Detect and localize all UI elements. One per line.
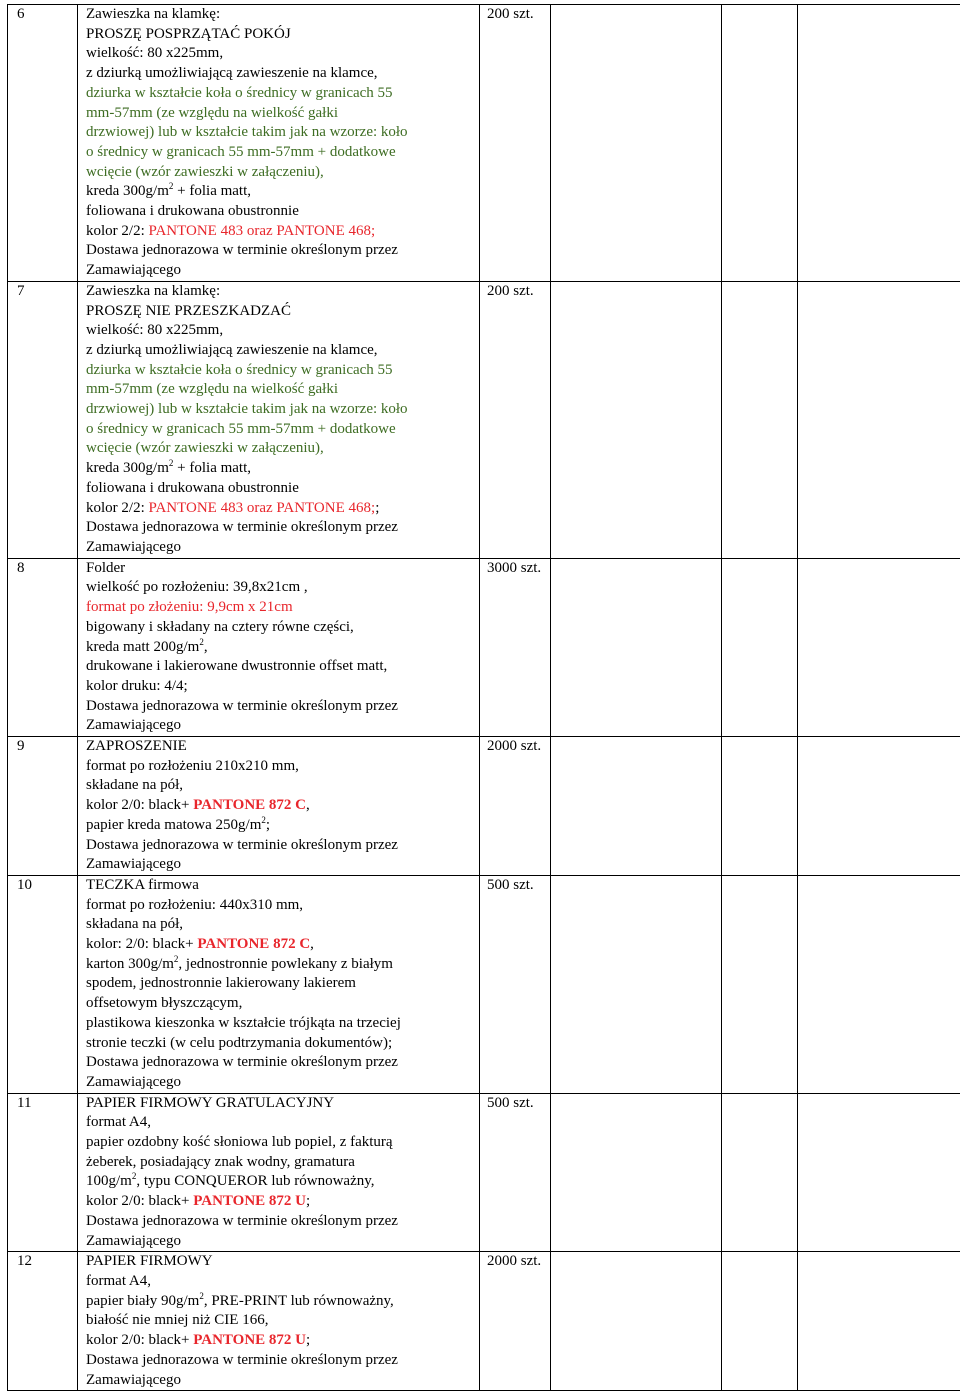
- description-line: [86, 538, 479, 558]
- description-line: [86, 104, 479, 124]
- description-line: [86, 578, 479, 598]
- superscript-text: 2: [173, 953, 179, 964]
- empty-cell: [722, 558, 798, 736]
- description-line: [86, 64, 479, 84]
- description-text: kolor 2/2:: [86, 222, 149, 239]
- description-line: [86, 420, 479, 440]
- description-text: ,: [306, 797, 310, 814]
- description-text: Dostawa jednorazowa w terminie określonym przez: [86, 1212, 398, 1229]
- item-number: 9: [8, 737, 78, 876]
- empty-cell: [551, 1252, 722, 1391]
- description-text: + folia matt,: [173, 183, 252, 200]
- description-text: format po rozłożeniu: 440x310 mm,: [86, 896, 304, 913]
- item-number: 12: [8, 1252, 78, 1391]
- description-text: mm-57mm (ze względu na wielkość gałki: [86, 381, 339, 398]
- description-text: ZAPROSZENIE: [86, 738, 187, 755]
- description-text: papier kreda matowa 250g/m: [86, 816, 262, 833]
- empty-cell: [722, 281, 798, 558]
- description-line: [86, 518, 479, 538]
- description-line: [86, 44, 479, 64]
- description-line: [86, 1272, 479, 1292]
- empty-cell: [798, 737, 960, 876]
- description-line: [86, 380, 479, 400]
- description-text: o średnicy w granicach 55 mm-57mm + dodatkowe: [86, 420, 396, 437]
- description-line: [86, 1311, 479, 1331]
- superscript-text: 2: [131, 1171, 137, 1182]
- description-text: składana na pół,: [86, 916, 184, 933]
- description-text: plastikowa kieszonka w kształcie trójkąta na trzeciej: [86, 1014, 401, 1031]
- description-line: [86, 1172, 479, 1192]
- description-text: offsetowym błyszczącym,: [86, 995, 243, 1012]
- description-text: Folder: [86, 559, 126, 576]
- description-line: [86, 855, 479, 875]
- item-quantity: 2000 szt.: [480, 1252, 551, 1391]
- description-text: Dostawa jednorazowa w terminie określonym przez: [86, 519, 398, 536]
- description-line: [86, 816, 479, 836]
- description-text: Zamawiającego: [86, 1073, 181, 1090]
- description-line: [86, 1292, 479, 1312]
- table-row: [8, 875, 960, 1093]
- description-text: Dostawa jednorazowa w terminie określonym przez: [86, 697, 398, 714]
- description-line: [86, 1053, 479, 1073]
- description-text: kolor 2/0: black+: [86, 1332, 194, 1349]
- description-text: PANTONE 872 U: [193, 1332, 306, 1349]
- description-text: kolor 2/0: black+: [86, 797, 194, 814]
- description-text: format A4,: [86, 1273, 151, 1289]
- description-text: z dziurką umożliwiającą zawieszenie na klamce,: [86, 65, 378, 82]
- description-text: kreda 300g/m: [86, 460, 169, 477]
- description-text: wielkość: 80 x225mm,: [86, 322, 224, 339]
- description-text: Dostawa jednorazowa w terminie określonym przez: [86, 836, 398, 853]
- description-text: z dziurką umożliwiającą zawieszenie na klamce,: [86, 341, 378, 358]
- item-quantity: 2000 szt.: [480, 737, 551, 876]
- description-text: , PRE-PRINT lub równoważny,: [203, 1292, 394, 1309]
- table-row: [8, 1252, 960, 1391]
- description-text: kolor 2/2:: [86, 499, 149, 516]
- description-line: [86, 282, 479, 302]
- description-text: stronie teczki (w celu podtrzymania dokumentów);: [86, 1034, 393, 1051]
- description-text: ;: [265, 816, 271, 833]
- description-text: Dostawa jednorazowa w terminie określonym przez: [86, 1054, 398, 1071]
- table-row: [8, 281, 960, 558]
- description-text: kolor druku: 4/4;: [86, 677, 188, 694]
- description-text: żeberek, posiadający znak wodny, gramatura: [86, 1153, 355, 1170]
- item-description: [78, 281, 480, 558]
- superscript-text: 2: [168, 458, 174, 469]
- empty-cell: [722, 1093, 798, 1252]
- description-line: [86, 5, 479, 25]
- description-text: PAPIER FIRMOWY: [86, 1253, 213, 1270]
- description-text: PANTONE 872 C: [197, 936, 311, 953]
- item-number: 11: [8, 1093, 78, 1252]
- description-line: [86, 163, 479, 183]
- description-text: kreda 300g/m: [86, 183, 169, 200]
- description-text: + folia matt,: [173, 460, 252, 477]
- description-text: drzwiowej) lub w kształcie takim jak na wzorze: koło: [86, 124, 408, 141]
- description-line: [86, 1113, 479, 1133]
- description-text: PANTONE 872 U: [193, 1193, 306, 1210]
- description-text: wcięcie (wzór zawieszki w załączeniu),: [86, 440, 324, 457]
- description-line: [86, 400, 479, 420]
- description-line: [86, 876, 479, 896]
- table-row: [8, 1093, 960, 1252]
- description-text: bigowany i składany na cztery równe części,: [86, 618, 354, 635]
- description-line: [86, 1351, 479, 1371]
- description-line: [86, 222, 479, 242]
- description-line: [86, 182, 479, 202]
- description-line: [86, 1073, 479, 1093]
- description-line: [86, 459, 479, 479]
- empty-cell: [722, 5, 798, 282]
- description-text: ;: [375, 499, 380, 516]
- description-line: [86, 1192, 479, 1212]
- description-text: papier ozdobny kość słoniowa lub popiel, z fakturą: [86, 1134, 393, 1151]
- empty-cell: [551, 1093, 722, 1252]
- description-line: [86, 896, 479, 916]
- superscript-text: 2: [199, 636, 204, 647]
- description-line: [86, 757, 479, 777]
- table-row: [8, 5, 960, 282]
- empty-cell: [722, 1252, 798, 1391]
- empty-cell: [798, 1252, 960, 1391]
- item-description: [78, 1252, 480, 1391]
- description-line: [86, 1371, 479, 1391]
- description-line: [86, 1133, 479, 1153]
- description-text: Zawieszka na klamkę:: [86, 6, 221, 22]
- description-line: [86, 123, 479, 143]
- description-text: PAPIER FIRMOWY GRATULACYJNY: [86, 1094, 335, 1111]
- item-number: 10: [8, 875, 78, 1093]
- description-text: PANTONE 483 oraz PANTONE 468;: [148, 222, 376, 239]
- description-line: [86, 776, 479, 796]
- description-line: [86, 361, 479, 381]
- description-line: [86, 697, 479, 717]
- description-line: [86, 302, 479, 322]
- description-text: spodem, jednostronnie lakierowany lakierem: [86, 975, 356, 992]
- description-line: [86, 935, 479, 955]
- empty-cell: [722, 875, 798, 1093]
- empty-cell: [551, 5, 722, 282]
- description-text: Dostawa jednorazowa w terminie określonym przez: [86, 1351, 398, 1368]
- item-description: [78, 1093, 480, 1252]
- description-text: PROSZĘ NIE PRZESZKADZAĆ: [86, 302, 292, 319]
- description-text: PANTONE 483 oraz PANTONE 468;: [148, 499, 376, 516]
- description-line: [86, 1232, 479, 1252]
- item-description: [78, 558, 480, 736]
- description-line: [86, 1212, 479, 1232]
- empty-cell: [551, 281, 722, 558]
- description-text: PANTONE 872 C: [193, 797, 306, 814]
- description-line: [86, 994, 479, 1014]
- description-text: format po rozłożeniu 210x210 mm,: [86, 757, 299, 774]
- description-line: [86, 439, 479, 459]
- description-line: [86, 618, 479, 638]
- empty-cell: [551, 558, 722, 736]
- description-line: [86, 915, 479, 935]
- table-row: [8, 737, 960, 876]
- item-description: [78, 875, 480, 1093]
- description-text: TECZKA firmowa: [86, 876, 199, 893]
- description-line: [86, 499, 479, 519]
- description-line: [86, 25, 479, 45]
- item-description: [78, 5, 480, 282]
- description-text: kreda matt 200g/m: [86, 638, 200, 655]
- description-text: ,: [203, 638, 208, 655]
- description-text: ;: [306, 1193, 311, 1210]
- empty-cell: [798, 875, 960, 1093]
- description-line: [86, 341, 479, 361]
- description-text: PROSZĘ POSPRZĄTAĆ POKÓJ: [86, 25, 291, 42]
- description-text: Zawieszka na klamkę:: [86, 282, 221, 299]
- description-text: Zamawiającego: [86, 538, 181, 555]
- description-text: Zamawiającego: [86, 1371, 181, 1388]
- description-line: [86, 1153, 479, 1173]
- item-quantity: 3000 szt.: [480, 558, 551, 736]
- description-text: dziurka w kształcie koła o średnicy w granicach 55: [86, 84, 393, 101]
- description-line: [86, 677, 479, 697]
- description-text: , typu CONQUEROR lub równoważny,: [136, 1173, 375, 1190]
- description-text: Zamawiającego: [86, 717, 181, 734]
- item-quantity: 500 szt.: [480, 875, 551, 1093]
- superscript-text: 2: [261, 814, 266, 825]
- superscript-text: 2: [168, 181, 174, 192]
- description-line: [86, 716, 479, 736]
- superscript-text: 2: [199, 1290, 204, 1301]
- description-text: mm-57mm (ze względu na wielkość gałki: [86, 104, 339, 121]
- description-text: foliowana i drukowana obustronnie: [86, 479, 299, 496]
- item-quantity: 500 szt.: [480, 1093, 551, 1252]
- description-line: [86, 737, 479, 757]
- description-line: [86, 657, 479, 677]
- description-text: format A4,: [86, 1114, 151, 1131]
- description-line: [86, 479, 479, 499]
- description-line: [86, 559, 479, 579]
- description-text: wielkość po rozłożeniu: 39,8x21cm ,: [86, 579, 308, 596]
- description-text: 100g/m: [86, 1173, 132, 1190]
- empty-cell: [551, 875, 722, 1093]
- description-line: [86, 1094, 479, 1114]
- description-text: ;: [306, 1332, 311, 1349]
- description-line: [86, 321, 479, 341]
- description-text: karton 300g/m: [86, 955, 174, 972]
- description-text: wcięcie (wzór zawieszki w załączeniu),: [86, 163, 324, 180]
- description-text: ,: [310, 936, 314, 953]
- description-line: [86, 1331, 479, 1351]
- description-text: kolor: 2/0: black+: [86, 936, 198, 953]
- description-line: [86, 796, 479, 816]
- description-line: [86, 202, 479, 222]
- description-text: , jednostronnie powlekany z białym: [178, 955, 393, 972]
- description-text: format po złożeniu: 9,9cm x 21cm: [86, 599, 293, 616]
- description-line: [86, 974, 479, 994]
- empty-cell: [798, 558, 960, 736]
- description-text: papier biały 90g/m: [86, 1292, 200, 1309]
- item-number: 8: [8, 558, 78, 736]
- description-line: [86, 955, 479, 975]
- description-line: [86, 1252, 479, 1272]
- item-number: 7: [8, 281, 78, 558]
- empty-cell: [551, 737, 722, 876]
- description-text: dziurka w kształcie koła o średnicy w granicach 55: [86, 361, 393, 378]
- item-quantity: 200 szt.: [480, 5, 551, 282]
- description-text: wielkość: 80 x225mm,: [86, 45, 224, 62]
- description-line: [86, 598, 479, 618]
- description-line: [86, 1034, 479, 1054]
- empty-cell: [798, 281, 960, 558]
- specification-table: [7, 4, 960, 1391]
- description-text: kolor 2/0: black+: [86, 1193, 194, 1210]
- item-description: [78, 737, 480, 876]
- description-text: drzwiowej) lub w kształcie takim jak na wzorze: koło: [86, 401, 408, 418]
- description-text: Zamawiającego: [86, 1232, 181, 1249]
- table-row: [8, 558, 960, 736]
- description-line: [86, 638, 479, 658]
- description-line: [86, 241, 479, 261]
- empty-cell: [798, 1093, 960, 1252]
- description-text: foliowana i drukowana obustronnie: [86, 203, 299, 220]
- description-line: [86, 261, 479, 281]
- specification-table-body: [8, 5, 960, 1391]
- item-quantity: 200 szt.: [480, 281, 551, 558]
- description-text: Zamawiającego: [86, 856, 181, 873]
- description-text: składane na pół,: [86, 777, 184, 794]
- empty-cell: [798, 5, 960, 282]
- description-text: Dostawa jednorazowa w terminie określonym przez: [86, 242, 398, 259]
- description-line: [86, 836, 479, 856]
- item-number: 6: [8, 5, 78, 282]
- description-text: białość nie mniej niż CIE 166,: [86, 1312, 269, 1329]
- description-line: [86, 143, 479, 163]
- description-text: o średnicy w granicach 55 mm-57mm + dodatkowe: [86, 143, 396, 160]
- description-text: Zamawiającego: [86, 262, 181, 279]
- empty-cell: [722, 737, 798, 876]
- description-text: drukowane i lakierowane dwustronnie offset matt,: [86, 658, 388, 675]
- description-line: [86, 84, 479, 104]
- description-line: [86, 1014, 479, 1034]
